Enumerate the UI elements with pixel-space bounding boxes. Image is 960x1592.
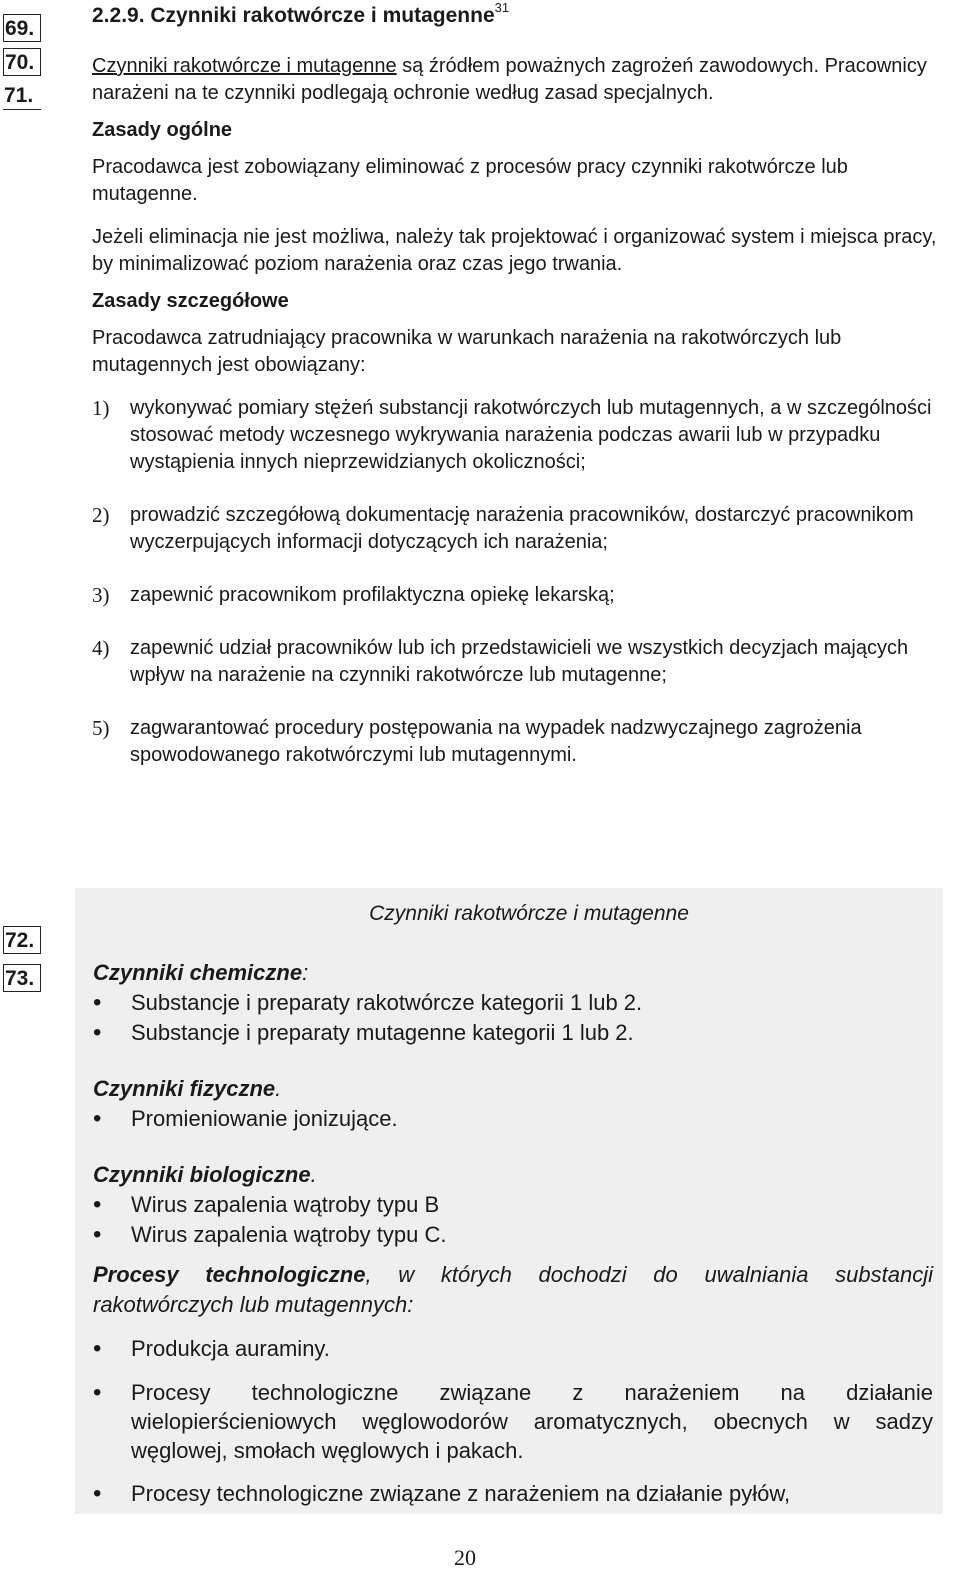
category-biological: Czynniki biologiczne. [93,1162,317,1187]
detailed-intro: Pracodawca zatrudniający pracownika w warunkach narażenia na rakotwórczych lub mutagennych jest obowiązany: [92,327,842,376]
list-item: • Produkcja auraminy. [93,1334,933,1364]
list-item: • Substancje i preparaty mutagenne kategorii 1 lub 2. [93,1018,933,1048]
margin-number: 69. [3,14,41,42]
margin-number: 71. [3,82,41,110]
list-item: • Wirus zapalenia wątroby typu B [93,1190,933,1220]
category-processes: Procesy technologiczne, w których dochodzi do uwalniania substancji rakotwórczych lub mutagennych: [93,1262,933,1317]
list-item: 5) zagwarantować procedury postępowania na wypadek nadzwyczajnego zagrożenia spowodowanego rakotwórczymi lub mutagennymi. [92,716,862,766]
list-item: • Wirus zapalenia wątroby typu C. [93,1220,933,1250]
list-item: 4) zapewnić udział pracowników lub ich przedstawicieli we wszystkich decyzjach mających wpływ na narażenie na czynniki rakotwórcze lub mutagenne; [92,636,909,686]
section-heading: 2.2.9. Czynniki rakotwórcze i mutagenne$^{31}$ [92,0,510,27]
chemical-list [93,988,933,1048]
margin-numbers-top [0,14,44,116]
list-item: • Procesy technologiczne związane z narażeniem na działanie pyłów, [93,1479,933,1509]
general-p2: Jeżeli eliminacja nie jest możliwa, należy tak projektować i organizować system i miejsca pracy, by minimalizować poziom narażenia oraz czas jego trwania. [92,226,937,275]
margin-numbers-bottom [0,926,44,1002]
physical-list [93,1104,933,1134]
intro-paragraph: Czynniki rakotwórcze i mutagenne są źródłem poważnych zagrożeń zawodowych. Pracownicy narażeni na te czynniki podlegają ochronie według zasad specjalnych. [92,55,927,104]
detailed-heading: Zasady szczegółowe [92,290,289,312]
margin-number: 72. [3,926,41,954]
biological-list [93,1190,933,1250]
footnote-ref: 31 [494,0,510,15]
obligations-list [92,395,937,769]
general-p1: Pracodawca jest zobowiązany eliminować z procesów pracy czynniki rakotwórcze lub mutagenne. [92,156,848,205]
list-item: • Substancje i preparaty rakotwórcze kategorii 1 lub 2. [93,988,933,1018]
margin-number: 73. [3,964,41,992]
processes-list [93,1334,933,1509]
intro-underlined: Czynniki rakotwórcze i mutagenne [92,55,397,77]
general-heading: Zasady ogólne [92,119,233,141]
main-text [92,53,937,795]
box-title: Czynniki rakotwórcze i mutagenne [369,902,689,925]
list-item: 3) zapewnić pracownikom profilaktyczna opiekę lekarską; [92,583,615,607]
page-number: 20 [454,1545,476,1570]
list-item: 1) wykonywać pomiary stężeń substancji rakotwórczych lub mutagennych, a w szczególności stosować metody wczesnego wykrywania narażenia podczas awarii lub w przypadku wystąpienia innych nieprzewidzianych okoliczności; [92,396,932,473]
box-body [93,958,933,1509]
list-item: 2) prowadzić szczegółową dokumentację narażenia pracowników, dostarczyć pracownikom wyczerpujących informacji dotyczących ich narażenia; [92,503,914,553]
summary-box [75,888,943,1514]
list-item: • Procesy technologiczne związane z narażeniem na działanie wielopierścieniowych węglowodorów aromatycznych, obecnych w sadzy węglowej, smołach węglowych i pakach. [93,1378,933,1465]
list-item: • Promieniowanie jonizujące. [93,1104,933,1134]
category-physical: Czynniki fizyczne. [93,1076,282,1101]
margin-number: 70. [3,48,41,76]
category-chemical: Czynniki chemiczne: [93,960,309,985]
